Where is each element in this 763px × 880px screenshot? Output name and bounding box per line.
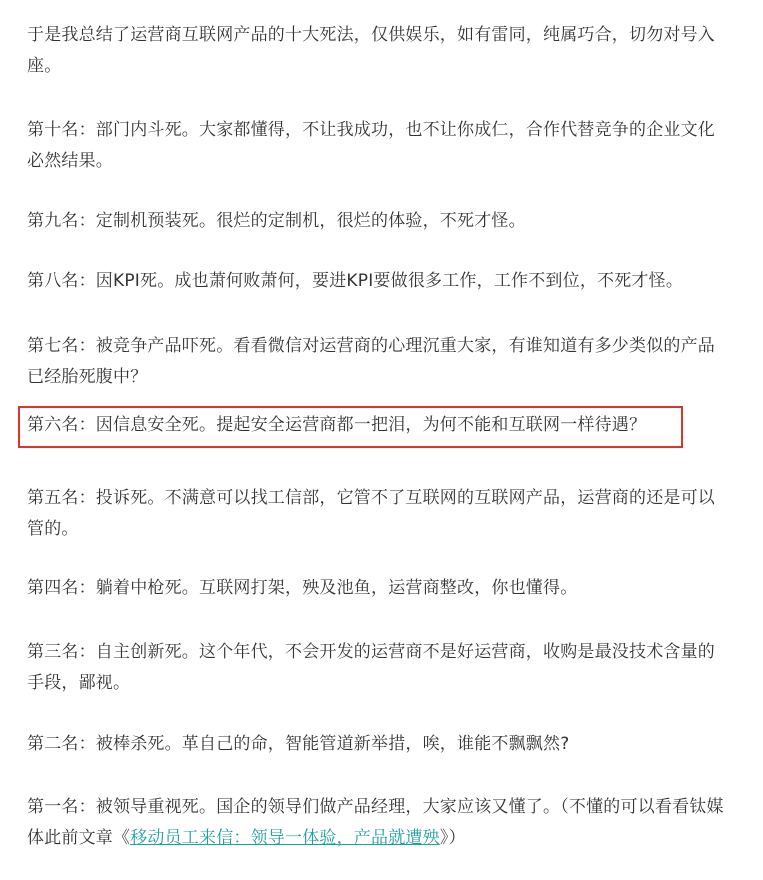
rank-6-paragraph: 第六名：因信息安全死。提起安全运营商都一把泪，为何不能和互联网一样待遇？ — [27, 415, 647, 435]
rank-4-paragraph: 第四名：躺着中枪死。互联网打架，殃及池鱼，运营商整改，你也懂得。 — [27, 578, 578, 598]
rank-5-paragraph: 第五名：投诉死。不满意可以找工信部，它管不了互联网的互联网产品，运营商的还是可以管的。 — [27, 488, 715, 539]
rank-7-paragraph: 第七名：被竞争产品吓死。看看微信对运营商的心理沉重大家，有谁知道有多少类似的产品已经胎死腹中？ — [27, 336, 715, 387]
rank-9-paragraph: 第九名：定制机预装死。很烂的定制机，很烂的体验，不死才怪。 — [27, 211, 526, 231]
rank-10-paragraph: 第十名：部门内斗死。大家都懂得，不让我成功，也不让你成仁，合作代替竞争的企业文化必然结果。 — [27, 120, 715, 171]
intro-paragraph: 于是我总结了运营商互联网产品的十大死法，仅供娱乐，如有雷同，纯属巧合，切勿对号入座。 — [27, 25, 715, 76]
rank-1-paragraph — [27, 792, 727, 854]
article-link[interactable]: 移动员工来信：领导一体验，产品就遭殃 — [130, 828, 440, 848]
rank-2-paragraph: 第二名：被棒杀死。革自己的命，智能管道新举措，唉，谁能不飘飘然? — [27, 734, 570, 754]
rank-1-text-after: 》） — [439, 828, 466, 848]
rank-1-text-before: 第一名：被领导重视死。国企的领导们做产品经理，大家应该又懂了。（不懂的可以看看钛媒体此前文章《 — [27, 797, 724, 848]
rank-8-paragraph: 第八名：因KPI死。成也萧何败萧何，要进KPI要做很多工作，工作不到位，不死才怪。 — [27, 271, 684, 291]
rank-3-paragraph: 第三名：自主创新死。这个年代，不会开发的运营商不是好运营商，收购是最没技术含量的手段，鄙视。 — [27, 642, 715, 693]
